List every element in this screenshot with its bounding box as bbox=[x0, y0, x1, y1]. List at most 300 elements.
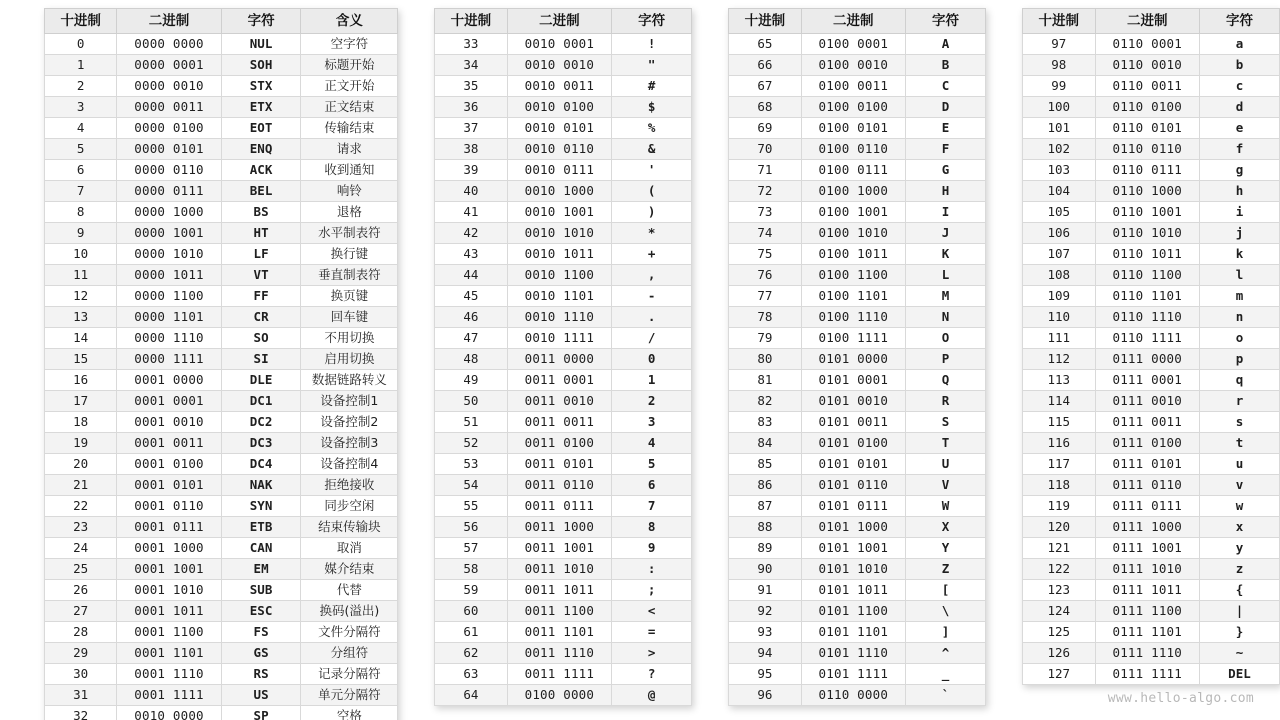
table-cell: 0001 0101 bbox=[117, 475, 221, 496]
table-cell: 71 bbox=[729, 160, 801, 181]
table-cell: 117 bbox=[1023, 454, 1095, 475]
table-row bbox=[729, 643, 986, 664]
table-cell: $ bbox=[612, 97, 692, 118]
table-row bbox=[435, 664, 692, 685]
table-row bbox=[729, 685, 986, 706]
table-cell: N bbox=[906, 307, 986, 328]
table-cell: 53 bbox=[435, 454, 507, 475]
table-cell: 0111 1011 bbox=[1095, 580, 1199, 601]
table-row bbox=[729, 202, 986, 223]
table-cell: S bbox=[906, 412, 986, 433]
table-cell: & bbox=[612, 139, 692, 160]
table-cell: D bbox=[906, 97, 986, 118]
table-cell: n bbox=[1199, 307, 1279, 328]
table-cell: 76 bbox=[729, 265, 801, 286]
table-row bbox=[1023, 202, 1280, 223]
table-cell: 25 bbox=[45, 559, 117, 580]
table-cell: 换码(溢出) bbox=[301, 601, 398, 622]
table-cell: 0001 0100 bbox=[117, 454, 221, 475]
table-cell: 102 bbox=[1023, 139, 1095, 160]
table-cell: 0101 1001 bbox=[801, 538, 905, 559]
table-cell: 43 bbox=[435, 244, 507, 265]
table-cell: 响铃 bbox=[301, 181, 398, 202]
table-cell: b bbox=[1199, 55, 1279, 76]
table-row bbox=[729, 76, 986, 97]
table-row bbox=[729, 433, 986, 454]
table-cell: 正文开始 bbox=[301, 76, 398, 97]
table-row bbox=[1023, 580, 1280, 601]
table-cell: CAN bbox=[221, 538, 301, 559]
table-cell: 0001 0011 bbox=[117, 433, 221, 454]
table-cell: 0011 0001 bbox=[507, 370, 611, 391]
table-cell: 设备控制3 bbox=[301, 433, 398, 454]
table-row bbox=[435, 580, 692, 601]
table-row bbox=[1023, 223, 1280, 244]
table-cell: 0 bbox=[612, 349, 692, 370]
table-row bbox=[1023, 664, 1280, 685]
table-row bbox=[729, 538, 986, 559]
table-cell: J bbox=[906, 223, 986, 244]
table-cell: 0100 1000 bbox=[801, 181, 905, 202]
table-cell: 73 bbox=[729, 202, 801, 223]
table-cell: h bbox=[1199, 181, 1279, 202]
table-header-row bbox=[435, 9, 692, 34]
table-row bbox=[729, 97, 986, 118]
table-cell: 传输结束 bbox=[301, 118, 398, 139]
table-cell: 0111 0101 bbox=[1095, 454, 1199, 475]
table-cell: 30 bbox=[45, 664, 117, 685]
column-header: 二进制 bbox=[117, 9, 221, 34]
table-cell: 请求 bbox=[301, 139, 398, 160]
table-cell: ` bbox=[906, 685, 986, 706]
table-cell: 101 bbox=[1023, 118, 1095, 139]
table-cell: 换页键 bbox=[301, 286, 398, 307]
table-cell: DC4 bbox=[221, 454, 301, 475]
table-row bbox=[45, 349, 398, 370]
table-cell: ( bbox=[612, 181, 692, 202]
table-cell: 49 bbox=[435, 370, 507, 391]
table-row bbox=[435, 538, 692, 559]
table-cell: 58 bbox=[435, 559, 507, 580]
table-row bbox=[1023, 475, 1280, 496]
table-cell: 0001 1111 bbox=[117, 685, 221, 706]
table-cell: 0001 1000 bbox=[117, 538, 221, 559]
table-cell: 20 bbox=[45, 454, 117, 475]
table-cell: m bbox=[1199, 286, 1279, 307]
table-cell: STX bbox=[221, 76, 301, 97]
table-row bbox=[45, 307, 398, 328]
table-cell: 59 bbox=[435, 580, 507, 601]
table-cell: 0101 0000 bbox=[801, 349, 905, 370]
table-row bbox=[1023, 538, 1280, 559]
table-cell: 0100 0110 bbox=[801, 139, 905, 160]
table-cell: 0010 1101 bbox=[507, 286, 611, 307]
table-cell: 0011 0100 bbox=[507, 433, 611, 454]
table-cell: 52 bbox=[435, 433, 507, 454]
table-cell: 0001 0000 bbox=[117, 370, 221, 391]
table-row bbox=[45, 202, 398, 223]
table-header-row bbox=[1023, 9, 1280, 34]
table-cell: B bbox=[906, 55, 986, 76]
table-cell: 0000 1101 bbox=[117, 307, 221, 328]
table-row bbox=[45, 559, 398, 580]
table-row bbox=[729, 34, 986, 55]
table-cell: DC3 bbox=[221, 433, 301, 454]
ascii-tables-container bbox=[44, 0, 1280, 720]
table-cell: 56 bbox=[435, 517, 507, 538]
table-cell: 0000 0010 bbox=[117, 76, 221, 97]
table-cell: 0111 0001 bbox=[1095, 370, 1199, 391]
table-cell: r bbox=[1199, 391, 1279, 412]
table-row bbox=[435, 433, 692, 454]
table-row bbox=[45, 328, 398, 349]
ascii-table-2 bbox=[434, 8, 692, 706]
table-cell: LF bbox=[221, 244, 301, 265]
table-cell: p bbox=[1199, 349, 1279, 370]
table-cell: 105 bbox=[1023, 202, 1095, 223]
table-row bbox=[435, 475, 692, 496]
table-cell: 0111 0111 bbox=[1095, 496, 1199, 517]
table-cell: 64 bbox=[435, 685, 507, 706]
table-cell: 72 bbox=[729, 181, 801, 202]
table-cell: 0111 0100 bbox=[1095, 433, 1199, 454]
table-cell: * bbox=[612, 223, 692, 244]
table-cell: z bbox=[1199, 559, 1279, 580]
table-row bbox=[435, 307, 692, 328]
table-row bbox=[45, 97, 398, 118]
table-row bbox=[1023, 412, 1280, 433]
table-row bbox=[729, 475, 986, 496]
table-cell: 0101 1101 bbox=[801, 622, 905, 643]
table-cell: 100 bbox=[1023, 97, 1095, 118]
table-row bbox=[729, 55, 986, 76]
table-row bbox=[1023, 370, 1280, 391]
table-cell: 0110 0000 bbox=[801, 685, 905, 706]
table-cell: U bbox=[906, 454, 986, 475]
table-cell: . bbox=[612, 307, 692, 328]
table-row bbox=[435, 496, 692, 517]
table-cell: A bbox=[906, 34, 986, 55]
table-cell: 0011 0011 bbox=[507, 412, 611, 433]
table-cell: 0010 1110 bbox=[507, 307, 611, 328]
table-row bbox=[1023, 433, 1280, 454]
table-cell: F bbox=[906, 139, 986, 160]
table-cell: 15 bbox=[45, 349, 117, 370]
table-cell: 不用切换 bbox=[301, 328, 398, 349]
table-cell: j bbox=[1199, 223, 1279, 244]
table-row bbox=[1023, 265, 1280, 286]
table-cell: g bbox=[1199, 160, 1279, 181]
table-cell: 7 bbox=[45, 181, 117, 202]
table-row bbox=[45, 223, 398, 244]
table-cell: SO bbox=[221, 328, 301, 349]
table-cell: 0000 1011 bbox=[117, 265, 221, 286]
table-cell: L bbox=[906, 265, 986, 286]
table-row bbox=[1023, 34, 1280, 55]
table-cell: 0110 0011 bbox=[1095, 76, 1199, 97]
table-cell: NAK bbox=[221, 475, 301, 496]
table-cell: ) bbox=[612, 202, 692, 223]
table-cell: 91 bbox=[729, 580, 801, 601]
ascii-table-4 bbox=[1022, 8, 1280, 685]
table-cell: 115 bbox=[1023, 412, 1095, 433]
table-cell: T bbox=[906, 433, 986, 454]
table-row bbox=[1023, 643, 1280, 664]
column-header: 十进制 bbox=[435, 9, 507, 34]
table-cell: VT bbox=[221, 265, 301, 286]
table-cell: [ bbox=[906, 580, 986, 601]
table-cell: 95 bbox=[729, 664, 801, 685]
table-cell: _ bbox=[906, 664, 986, 685]
table-cell: 3 bbox=[612, 412, 692, 433]
table-cell: 0001 1101 bbox=[117, 643, 221, 664]
table-row bbox=[435, 34, 692, 55]
table-row bbox=[1023, 181, 1280, 202]
table-cell: BEL bbox=[221, 181, 301, 202]
table-cell: ETB bbox=[221, 517, 301, 538]
table-cell: 0100 0010 bbox=[801, 55, 905, 76]
table-cell: 0001 1100 bbox=[117, 622, 221, 643]
table-row bbox=[45, 160, 398, 181]
table-row bbox=[45, 139, 398, 160]
table-row bbox=[729, 307, 986, 328]
table-cell: 0000 1010 bbox=[117, 244, 221, 265]
table-row bbox=[729, 412, 986, 433]
table-cell: 4 bbox=[612, 433, 692, 454]
table-row bbox=[45, 433, 398, 454]
table-cell: { bbox=[1199, 580, 1279, 601]
table-cell: 31 bbox=[45, 685, 117, 706]
table-cell: 0101 0110 bbox=[801, 475, 905, 496]
table-cell: ENQ bbox=[221, 139, 301, 160]
table-cell: 2 bbox=[45, 76, 117, 97]
table-row bbox=[729, 622, 986, 643]
table-row bbox=[435, 97, 692, 118]
table-cell: 0010 1001 bbox=[507, 202, 611, 223]
table-cell: 111 bbox=[1023, 328, 1095, 349]
table-cell: 81 bbox=[729, 370, 801, 391]
table-cell: 68 bbox=[729, 97, 801, 118]
table-row bbox=[729, 244, 986, 265]
table-cell: 0010 1111 bbox=[507, 328, 611, 349]
table-cell: CR bbox=[221, 307, 301, 328]
table-row bbox=[1023, 496, 1280, 517]
table-cell: 19 bbox=[45, 433, 117, 454]
table-cell: 0110 1101 bbox=[1095, 286, 1199, 307]
table-row bbox=[1023, 517, 1280, 538]
table-cell: = bbox=[612, 622, 692, 643]
table-cell: RS bbox=[221, 664, 301, 685]
table-cell: 6 bbox=[612, 475, 692, 496]
table-cell: 61 bbox=[435, 622, 507, 643]
table-row bbox=[435, 202, 692, 223]
table-row bbox=[435, 601, 692, 622]
table-row bbox=[45, 580, 398, 601]
table-row bbox=[1023, 286, 1280, 307]
table-cell: 0101 0111 bbox=[801, 496, 905, 517]
table-row bbox=[45, 286, 398, 307]
table-cell: 媒介结束 bbox=[301, 559, 398, 580]
table-cell: 0100 1011 bbox=[801, 244, 905, 265]
table-cell: 0000 1100 bbox=[117, 286, 221, 307]
table-header-row bbox=[45, 9, 398, 34]
table-cell: 0110 1110 bbox=[1095, 307, 1199, 328]
table-row bbox=[1023, 454, 1280, 475]
table-cell: 标题开始 bbox=[301, 55, 398, 76]
table-cell: M bbox=[906, 286, 986, 307]
table-cell: 83 bbox=[729, 412, 801, 433]
table-cell: 70 bbox=[729, 139, 801, 160]
table-cell: 0011 1000 bbox=[507, 517, 611, 538]
table-row bbox=[729, 286, 986, 307]
table-cell: 0000 1000 bbox=[117, 202, 221, 223]
table-cell: 67 bbox=[729, 76, 801, 97]
table-cell: 78 bbox=[729, 307, 801, 328]
table-cell: 32 bbox=[45, 706, 117, 720]
table-cell: FF bbox=[221, 286, 301, 307]
table-row bbox=[435, 265, 692, 286]
table-cell: ? bbox=[612, 664, 692, 685]
table-cell: 54 bbox=[435, 475, 507, 496]
table-cell: l bbox=[1199, 265, 1279, 286]
table-row bbox=[435, 517, 692, 538]
table-cell: 28 bbox=[45, 622, 117, 643]
table-cell: 0101 0100 bbox=[801, 433, 905, 454]
table-row bbox=[1023, 118, 1280, 139]
table-cell: EOT bbox=[221, 118, 301, 139]
table-cell: 0101 0010 bbox=[801, 391, 905, 412]
table-cell: 0010 0001 bbox=[507, 34, 611, 55]
table-cell: 44 bbox=[435, 265, 507, 286]
table-cell: 55 bbox=[435, 496, 507, 517]
table-cell: 86 bbox=[729, 475, 801, 496]
table-cell: 0010 1100 bbox=[507, 265, 611, 286]
table-row bbox=[45, 118, 398, 139]
table-cell: K bbox=[906, 244, 986, 265]
table-cell: 正文结束 bbox=[301, 97, 398, 118]
table-cell: ~ bbox=[1199, 643, 1279, 664]
table-cell: H bbox=[906, 181, 986, 202]
table-cell: 0010 0000 bbox=[117, 706, 221, 720]
table-cell: 0111 0110 bbox=[1095, 475, 1199, 496]
table-cell: P bbox=[906, 349, 986, 370]
table-cell: 0010 0101 bbox=[507, 118, 611, 139]
table-row bbox=[435, 412, 692, 433]
table-cell: 0100 1110 bbox=[801, 307, 905, 328]
table-cell: 17 bbox=[45, 391, 117, 412]
table-cell: 0001 0110 bbox=[117, 496, 221, 517]
table-cell: 127 bbox=[1023, 664, 1095, 685]
table-cell: ACK bbox=[221, 160, 301, 181]
table-row bbox=[45, 34, 398, 55]
column-header: 二进制 bbox=[801, 9, 905, 34]
table-cell: 120 bbox=[1023, 517, 1095, 538]
table-row bbox=[729, 664, 986, 685]
table-cell: 57 bbox=[435, 538, 507, 559]
column-header: 字符 bbox=[221, 9, 301, 34]
table-row bbox=[729, 223, 986, 244]
table-cell: 74 bbox=[729, 223, 801, 244]
table-cell: 90 bbox=[729, 559, 801, 580]
table-row bbox=[45, 475, 398, 496]
table-cell: 10 bbox=[45, 244, 117, 265]
table-row bbox=[45, 412, 398, 433]
table-cell: 92 bbox=[729, 601, 801, 622]
table-cell: 0011 0111 bbox=[507, 496, 611, 517]
table-cell: 0011 1100 bbox=[507, 601, 611, 622]
table-cell: 5 bbox=[45, 139, 117, 160]
table-row bbox=[45, 601, 398, 622]
table-cell: 0000 0001 bbox=[117, 55, 221, 76]
table-cell: 107 bbox=[1023, 244, 1095, 265]
table-cell: 单元分隔符 bbox=[301, 685, 398, 706]
table-cell: 0111 1111 bbox=[1095, 664, 1199, 685]
table-cell: 0011 1110 bbox=[507, 643, 611, 664]
table-cell: 0010 1000 bbox=[507, 181, 611, 202]
table-cell: 0001 1011 bbox=[117, 601, 221, 622]
table-cell: } bbox=[1199, 622, 1279, 643]
table-cell: v bbox=[1199, 475, 1279, 496]
table-cell: " bbox=[612, 55, 692, 76]
table-cell: 数据链路转义 bbox=[301, 370, 398, 391]
table-cell: ! bbox=[612, 34, 692, 55]
table-cell: 110 bbox=[1023, 307, 1095, 328]
table-cell: 0011 0110 bbox=[507, 475, 611, 496]
table-cell: # bbox=[612, 76, 692, 97]
table-cell: 45 bbox=[435, 286, 507, 307]
table-cell: @ bbox=[612, 685, 692, 706]
table-cell: ETX bbox=[221, 97, 301, 118]
table-cell: 22 bbox=[45, 496, 117, 517]
table-cell: 0111 0011 bbox=[1095, 412, 1199, 433]
ascii-table-3 bbox=[728, 8, 986, 706]
table-cell: 0101 0101 bbox=[801, 454, 905, 475]
table-cell: 0101 0001 bbox=[801, 370, 905, 391]
table-row bbox=[729, 139, 986, 160]
table-cell: R bbox=[906, 391, 986, 412]
table-cell: GS bbox=[221, 643, 301, 664]
table-cell: 27 bbox=[45, 601, 117, 622]
table-cell: 125 bbox=[1023, 622, 1095, 643]
table-cell: 0001 0010 bbox=[117, 412, 221, 433]
table-row bbox=[729, 328, 986, 349]
table-row bbox=[45, 181, 398, 202]
table-row bbox=[45, 496, 398, 517]
table-cell: 0100 0000 bbox=[507, 685, 611, 706]
table-cell: 124 bbox=[1023, 601, 1095, 622]
table-row bbox=[435, 286, 692, 307]
table-cell: 85 bbox=[729, 454, 801, 475]
table-cell: 9 bbox=[45, 223, 117, 244]
table-cell: W bbox=[906, 496, 986, 517]
table-cell: e bbox=[1199, 118, 1279, 139]
table-cell: 96 bbox=[729, 685, 801, 706]
table-cell: 23 bbox=[45, 517, 117, 538]
table-cell: 0101 1111 bbox=[801, 664, 905, 685]
table-cell: 93 bbox=[729, 622, 801, 643]
table-cell: 12 bbox=[45, 286, 117, 307]
column-header: 字符 bbox=[906, 9, 986, 34]
table-row bbox=[1023, 559, 1280, 580]
table-row bbox=[435, 559, 692, 580]
table-cell: NUL bbox=[221, 34, 301, 55]
table-cell: 0110 0100 bbox=[1095, 97, 1199, 118]
table-cell: 42 bbox=[435, 223, 507, 244]
table-cell: / bbox=[612, 328, 692, 349]
table-cell: 14 bbox=[45, 328, 117, 349]
table-cell: ; bbox=[612, 580, 692, 601]
table-row bbox=[45, 391, 398, 412]
